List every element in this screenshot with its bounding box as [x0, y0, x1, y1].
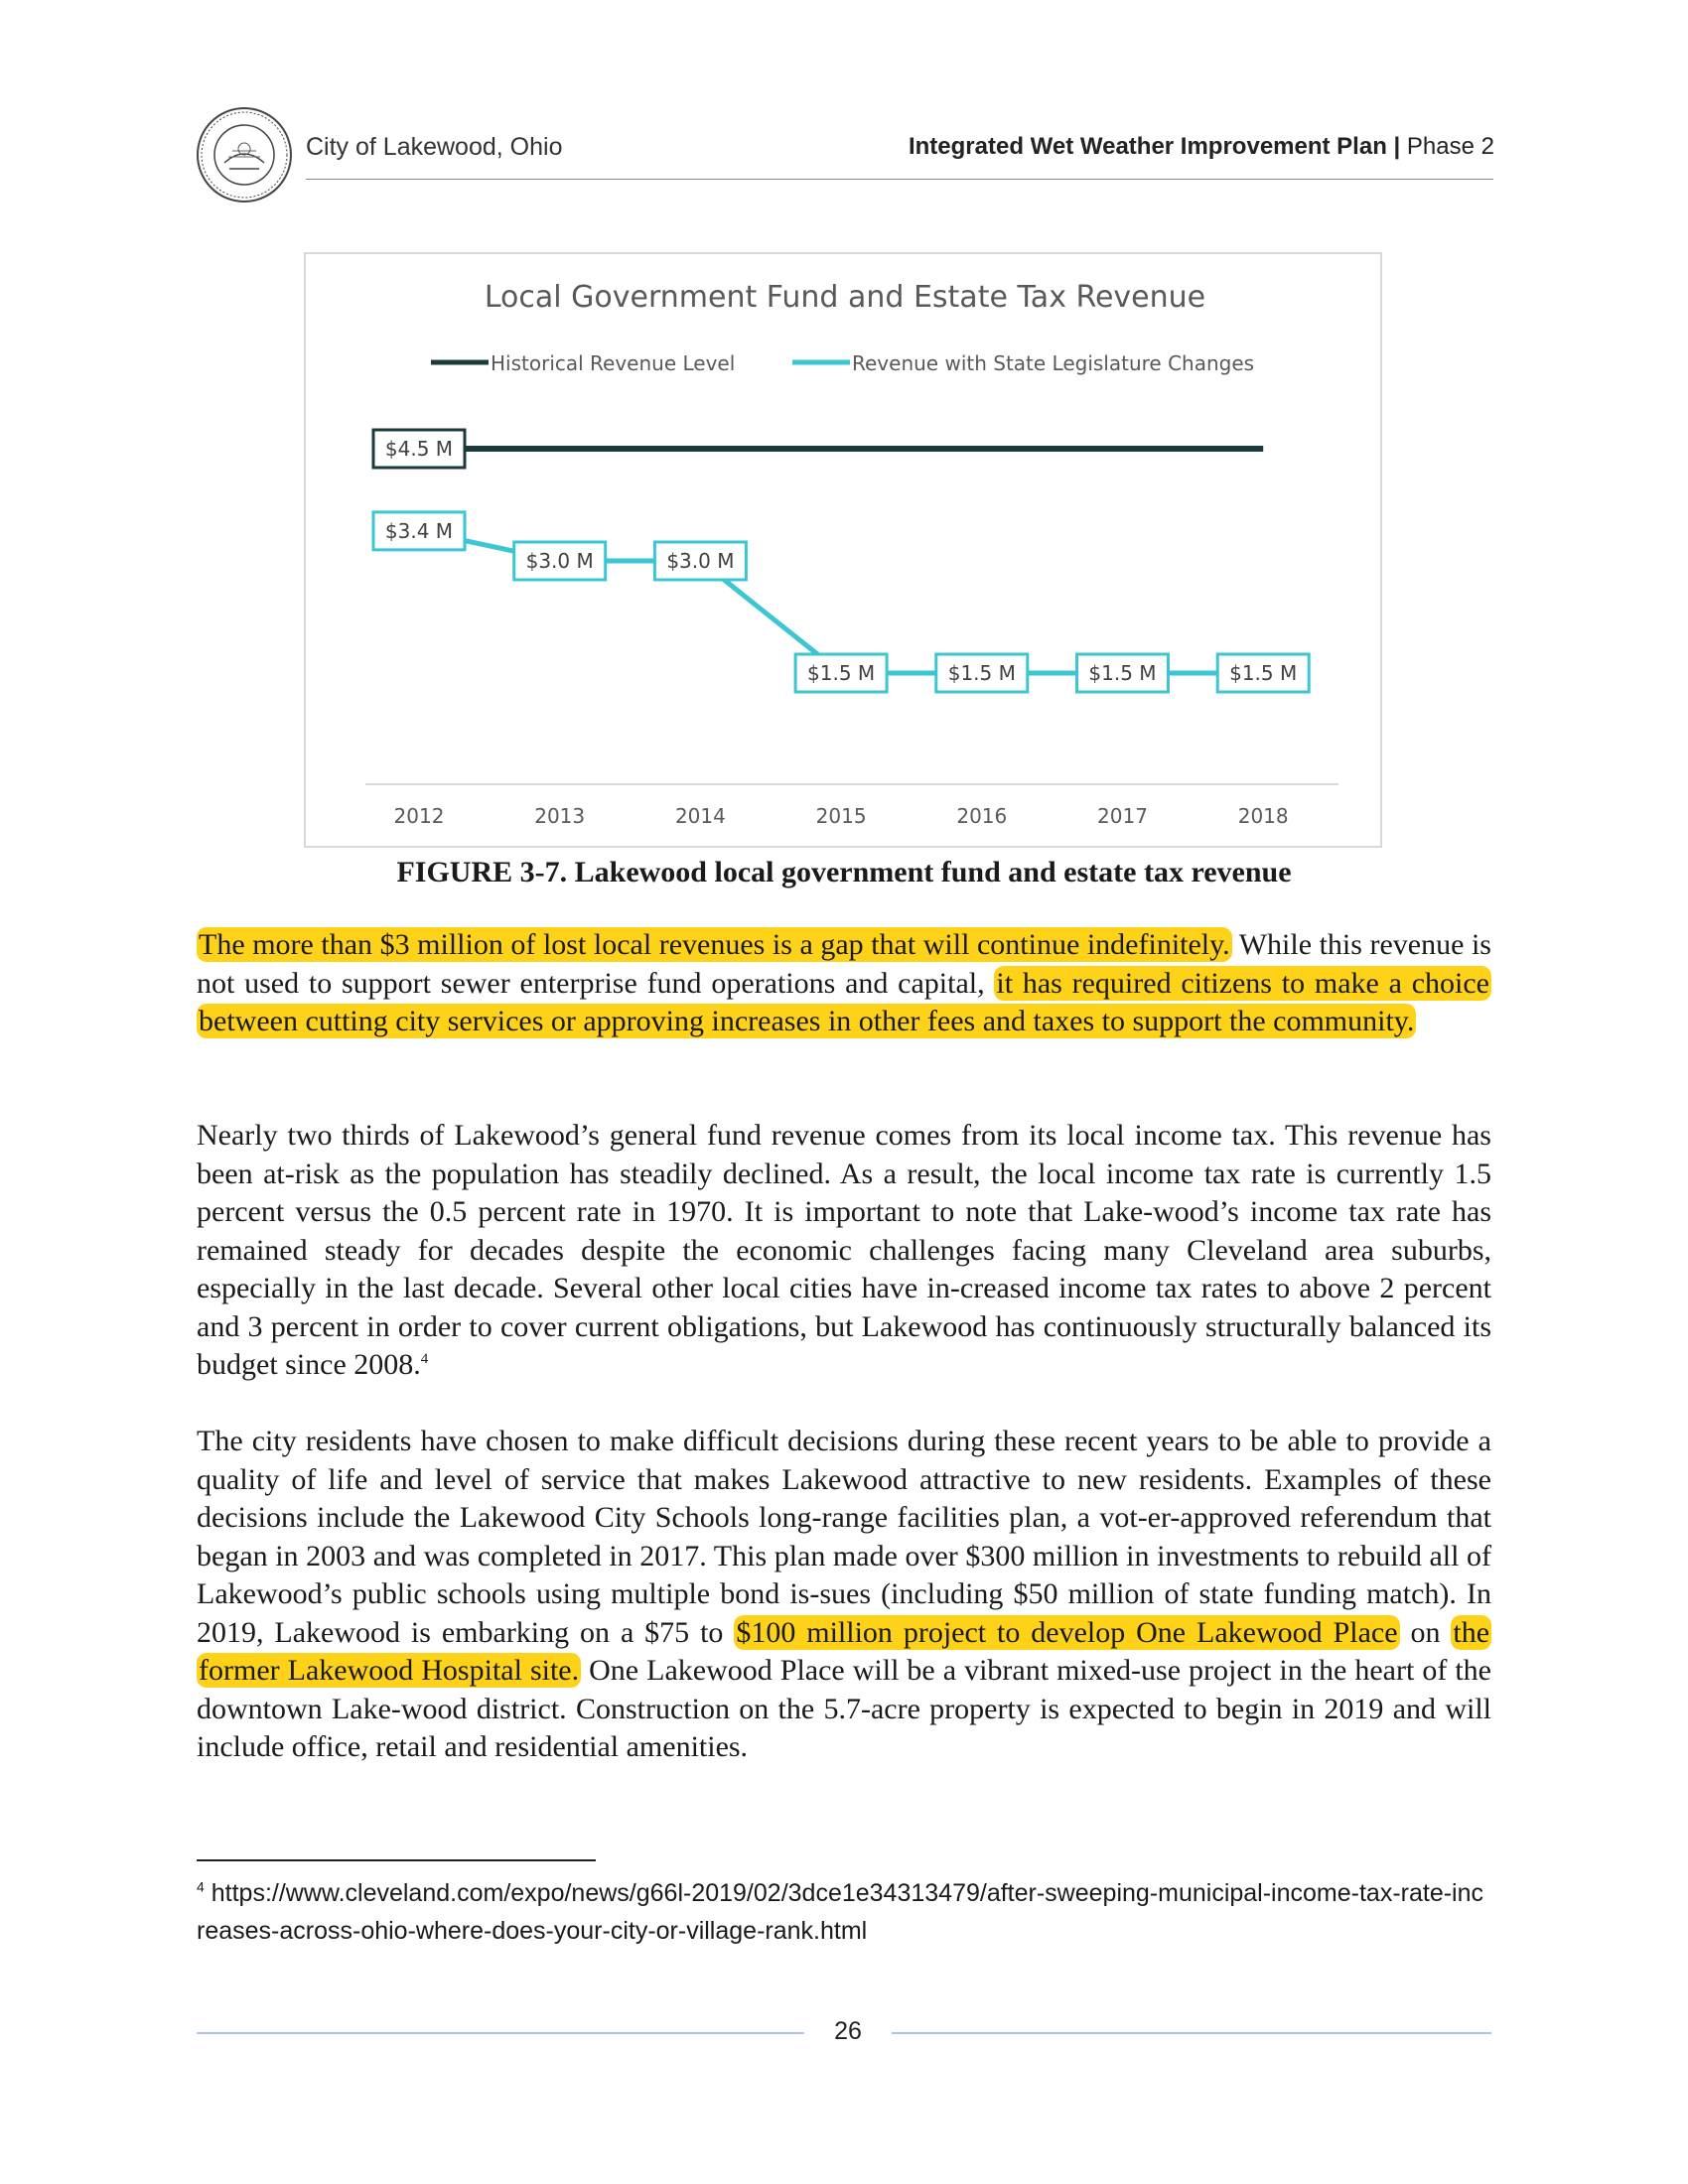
data-label-0-0: $4.5 M	[384, 437, 454, 461]
data-label-1-4: $1.5 M	[947, 661, 1016, 685]
highlight-citizens-choice: it has required citizens to make a choice between cutting city services or approving increases in other fees and taxes to support the community.	[199, 966, 1489, 1037]
footnote-ref[interactable]: 4	[420, 1351, 429, 1367]
footer-rule-right	[892, 2032, 1491, 2034]
data-label-1-5: $1.5 M	[1088, 661, 1157, 685]
data-label-1-1: $3.0 M	[525, 549, 594, 573]
text-sewer-fund: While this revenue is not used to support sewer enterprise fund operations and capital,	[197, 928, 1491, 1000]
highlight-one-lakewood-place: $100 million project to develop One Lakewood Place	[736, 1615, 1398, 1649]
footnote-marker: 4	[197, 1878, 205, 1895]
data-label-1-0: $3.4 M	[384, 518, 454, 543]
paragraph-income-tax	[197, 1117, 1491, 1385]
chart-title: Local Government Fund and Estate Tax Revenue	[484, 280, 1206, 315]
text-on: on	[1399, 1615, 1452, 1649]
legend-label-1: Revenue with State Legislature Changes	[852, 351, 1255, 375]
figure-caption: FIGURE 3-7. Lakewood local government fund and estate tax revenue	[396, 856, 1292, 888]
x-tick-2017: 2017	[1097, 804, 1148, 828]
plan-phase: Phase 2	[1406, 133, 1494, 160]
header-plan-title	[909, 133, 1494, 161]
x-tick-2015: 2015	[815, 804, 867, 828]
legend-label-0: Historical Revenue Level	[491, 351, 736, 375]
footnote-divider	[197, 1859, 596, 1861]
footnote	[197, 1874, 1491, 1950]
text-income-tax: Nearly two thirds of Lakewood’s general fund revenue comes from its local income tax. This revenue has been at-risk as the population has steadily declined. As a result, the local income tax rate is currently 1.5 percent versus the 0.5 percent rate in 1970. It is important to note that Lake-wood’s income tax rate has remained steady for decades despite the economic challenges facing many Cleveland area suburbs, especially in the last decade. Several other local cities have in-creased income tax rates to above 2 percent and 3 percent in order to cover current obligations, but Lakewood has continuously structurally balanced its budget since 2008.	[197, 1119, 1491, 1381]
data-label-1-6: $1.5 M	[1229, 661, 1298, 685]
header-divider	[306, 179, 1493, 180]
revenue-chart	[304, 252, 1382, 848]
city-seal-icon	[195, 105, 294, 205]
highlight-lost-revenue: The more than $3 million of lost local revenues is a gap that will continue indefinitely.	[199, 928, 1230, 961]
x-tick-2014: 2014	[674, 804, 726, 828]
footer-rule-left	[197, 2032, 804, 2034]
x-tick-2018: 2018	[1237, 804, 1289, 828]
text-schools-plan: The city residents have chosen to make difficult decisions during these recent years to be able to provide a quality of life and level of service that makes Lakewood attractive to new residents. Examples of these decisions include the Lakewood City Schools long-range facilities plan, a vot-er-approved referendum that began in 2003 and was completed in 2017. This plan made over $300 million in investments to rebuild all of Lakewood’s public schools using multiple bond is-sues (including $50 million of state funding match). In 2019, Lakewood is embarking on a $75 to	[197, 1425, 1491, 1649]
revenue-chart-svg	[306, 254, 1384, 850]
data-label-1-3: $1.5 M	[807, 661, 876, 685]
paragraph-residents-decisions	[197, 1423, 1491, 1767]
x-tick-2012: 2012	[393, 804, 445, 828]
x-tick-2016: 2016	[956, 804, 1008, 828]
footnote-url-link[interactable]: https://www.cleveland.com/expo/news/g66l-2019/02/3dce1e34313479/after-sweeping-municipal-income-tax-rate-increases-across-ohio-where-does-your-city-or-village-rank.html	[197, 1879, 1484, 1945]
paragraph-lost-revenue	[197, 926, 1491, 1041]
page-number: 26	[834, 2017, 862, 2045]
data-label-1-2: $3.0 M	[666, 549, 735, 573]
header-org-name: City of Lakewood, Ohio	[306, 133, 563, 161]
x-tick-2013: 2013	[534, 804, 586, 828]
header-separator: |	[1393, 133, 1401, 160]
text-mixed-use: One Lakewood Place will be a vibrant mixed-use project in the heart of the downtown Lake-wood district. Construction on the 5.7-acre property is expected to begin in 2019 and will include office, retail and residential amenities.	[197, 1654, 1491, 1763]
plan-title: Integrated Wet Weather Improvement Plan	[908, 133, 1387, 160]
highlight-hospital-site: the former Lakewood Hospital site.	[199, 1615, 1490, 1687]
